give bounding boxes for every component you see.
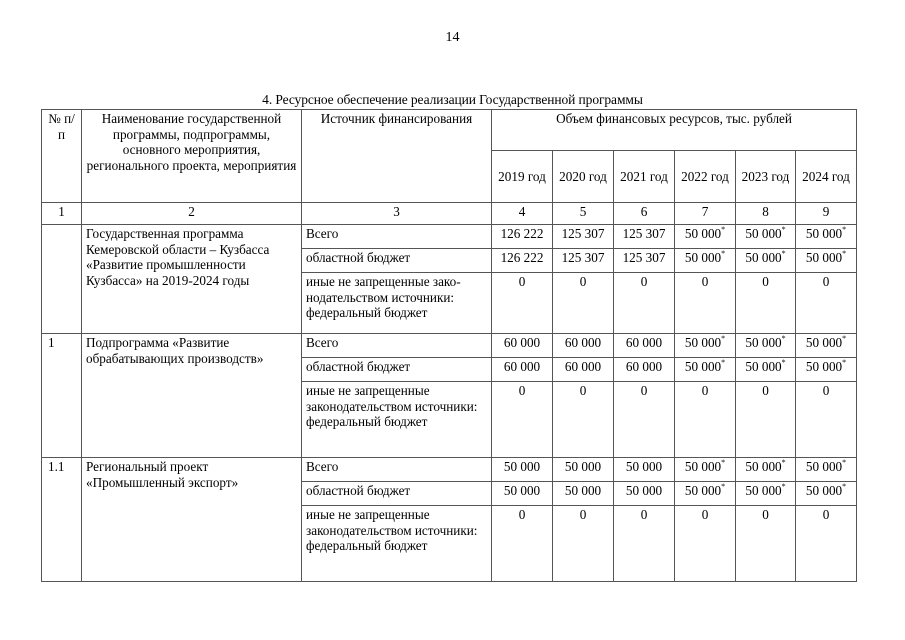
- header-year: 2021 год: [614, 151, 675, 203]
- value-cell: [614, 225, 675, 249]
- value-text: 0: [701, 507, 709, 522]
- funding-source: Всего: [302, 334, 492, 358]
- footnote-mark: *: [781, 358, 786, 367]
- value-cell: [675, 382, 736, 458]
- value-cell: [796, 334, 857, 358]
- value-text: 60 000: [503, 335, 541, 350]
- value-text: 50 000: [503, 483, 541, 498]
- funding-source: Всего: [302, 225, 492, 249]
- footnote-mark: *: [781, 249, 786, 258]
- value-text: 50 000: [745, 250, 782, 265]
- value-text: 50 000: [684, 483, 722, 498]
- footnote-mark: *: [781, 458, 786, 467]
- value-text: 50 000: [625, 459, 663, 474]
- column-number: 2: [82, 203, 302, 225]
- value-text: 0: [701, 383, 709, 398]
- funding-source: иные не запрещенные законодательством источники: федеральный бюджет: [302, 506, 492, 582]
- column-number: 9: [796, 203, 857, 225]
- footnote-mark: *: [781, 225, 786, 234]
- header-source: Источник финансирования: [302, 110, 492, 203]
- footnote-mark: *: [721, 249, 726, 258]
- value-cell: [796, 458, 857, 482]
- value-text: 50 000: [805, 459, 843, 474]
- value-cell: [614, 273, 675, 334]
- value-cell: [796, 273, 857, 334]
- page-number: 14: [445, 30, 460, 45]
- value-cell: [614, 358, 675, 382]
- value-cell: [614, 249, 675, 273]
- column-number: 8: [736, 203, 796, 225]
- value-cell: [492, 358, 553, 382]
- value-text: 125 307: [622, 226, 666, 241]
- value-cell: [492, 273, 553, 334]
- value-text: 0: [640, 507, 648, 522]
- column-number: 1: [42, 203, 82, 225]
- header-year: 2024 год: [796, 151, 857, 203]
- header-num: № п/п: [42, 110, 82, 203]
- value-cell: [492, 506, 553, 582]
- value-cell: [492, 482, 553, 506]
- footnote-mark: *: [721, 225, 726, 234]
- header-name: Наименование государственной программы, подпрограммы, основного мероприятия, регионального проекта, мероприятия: [82, 110, 302, 203]
- value-cell: [553, 249, 614, 273]
- value-text: 125 307: [622, 250, 666, 265]
- value-text: 50 000: [684, 459, 722, 474]
- value-text: 60 000: [564, 359, 602, 374]
- footnote-mark: *: [842, 458, 847, 467]
- value-cell: [553, 482, 614, 506]
- value-cell: [736, 358, 796, 382]
- value-text: 50 000: [745, 226, 782, 241]
- footnote-mark: *: [781, 482, 786, 491]
- value-text: 0: [701, 274, 709, 289]
- value-cell: [553, 225, 614, 249]
- footnote-mark: *: [721, 334, 726, 343]
- value-cell: [675, 506, 736, 582]
- value-text: 0: [579, 274, 587, 289]
- value-cell: [614, 382, 675, 458]
- item-name: Подпрограмма «Развитие обрабатывающих производств»: [82, 334, 302, 458]
- value-cell: [492, 225, 553, 249]
- value-cell: [492, 334, 553, 358]
- value-cell: [614, 458, 675, 482]
- value-cell: [796, 225, 857, 249]
- header-year: 2022 год: [675, 151, 736, 203]
- column-number: 5: [553, 203, 614, 225]
- value-cell: [736, 458, 796, 482]
- funding-source: областной бюджет: [302, 358, 492, 382]
- row-number: [42, 225, 82, 334]
- funding-source: областной бюджет: [302, 249, 492, 273]
- value-text: 50 000: [745, 483, 782, 498]
- value-cell: [492, 458, 553, 482]
- header-year: 2019 год: [492, 151, 553, 203]
- column-number: 6: [614, 203, 675, 225]
- value-text: 0: [822, 383, 830, 398]
- value-cell: [675, 249, 736, 273]
- value-cell: [553, 458, 614, 482]
- value-text: 50 000: [684, 226, 722, 241]
- value-cell: [553, 273, 614, 334]
- value-text: 50 000: [805, 335, 843, 350]
- value-cell: [614, 334, 675, 358]
- value-text: 0: [579, 383, 587, 398]
- value-text: 126 222: [500, 250, 544, 265]
- funding-source: иные не запрещенные законодательством источники: федеральный бюджет: [302, 382, 492, 458]
- value-text: 125 307: [561, 250, 605, 265]
- header-volume: Объем финансовых ресурсов, тыс. рублей: [492, 110, 857, 151]
- table-row: [42, 225, 857, 249]
- row-number: 1: [42, 334, 82, 458]
- value-text: 0: [822, 507, 830, 522]
- value-cell: [614, 506, 675, 582]
- value-cell: [492, 249, 553, 273]
- value-text: 60 000: [503, 359, 541, 374]
- value-text: 0: [762, 274, 769, 289]
- value-cell: [553, 358, 614, 382]
- value-cell: [796, 249, 857, 273]
- table-row: [42, 458, 857, 482]
- value-text: 0: [518, 383, 526, 398]
- value-text: 50 000: [805, 250, 843, 265]
- value-text: 50 000: [684, 359, 722, 374]
- value-text: 50 000: [564, 483, 602, 498]
- value-cell: [736, 382, 796, 458]
- value-text: 50 000: [805, 483, 843, 498]
- value-cell: [736, 273, 796, 334]
- value-cell: [796, 482, 857, 506]
- value-text: 0: [518, 507, 526, 522]
- value-cell: [553, 506, 614, 582]
- value-text: 0: [579, 507, 587, 522]
- value-cell: [796, 358, 857, 382]
- item-name: Региональный проект «Промышленный экспорт»: [82, 458, 302, 582]
- value-cell: [736, 249, 796, 273]
- value-text: 50 000: [745, 359, 782, 374]
- value-text: 50 000: [684, 335, 722, 350]
- value-text: 50 000: [564, 459, 602, 474]
- value-cell: [736, 225, 796, 249]
- value-cell: [492, 382, 553, 458]
- value-cell: [736, 482, 796, 506]
- value-text: 60 000: [625, 359, 663, 374]
- value-text: 50 000: [503, 459, 541, 474]
- value-cell: [675, 273, 736, 334]
- value-cell: [553, 334, 614, 358]
- value-text: 60 000: [564, 335, 602, 350]
- footnote-mark: *: [721, 458, 726, 467]
- column-number: 3: [302, 203, 492, 225]
- value-text: 50 000: [745, 459, 782, 474]
- value-text: 50 000: [805, 359, 843, 374]
- value-cell: [736, 506, 796, 582]
- value-cell: [675, 225, 736, 249]
- value-cell: [736, 334, 796, 358]
- column-number: 4: [492, 203, 553, 225]
- value-text: 125 307: [561, 226, 605, 241]
- value-text: 50 000: [625, 483, 663, 498]
- value-text: 0: [762, 383, 769, 398]
- value-cell: [675, 334, 736, 358]
- resource-table: [41, 109, 857, 582]
- header-year: 2020 год: [553, 151, 614, 203]
- table-row: [42, 334, 857, 358]
- row-number: 1.1: [42, 458, 82, 582]
- footnote-mark: *: [842, 482, 847, 491]
- item-name: Государственная программа Кемеровской области – Кузбасса «Развитие промышленности Кузбасса» на 2019-2024 годы: [82, 225, 302, 334]
- value-cell: [796, 382, 857, 458]
- value-text: 60 000: [625, 335, 663, 350]
- value-text: 0: [640, 383, 648, 398]
- value-text: 0: [640, 274, 648, 289]
- value-text: 126 222: [500, 226, 544, 241]
- table-title: 4. Ресурсное обеспечение реализации Государственной программы: [262, 92, 643, 107]
- value-text: 50 000: [805, 226, 843, 241]
- funding-source: иные не запрещенные зако-нодательством источники: федеральный бюджет: [302, 273, 492, 334]
- value-text: 0: [762, 507, 769, 522]
- value-text: 0: [822, 274, 830, 289]
- footnote-mark: *: [842, 225, 847, 234]
- value-cell: [675, 458, 736, 482]
- value-cell: [553, 382, 614, 458]
- footnote-mark: *: [721, 358, 726, 367]
- value-text: 0: [518, 274, 526, 289]
- funding-source: областной бюджет: [302, 482, 492, 506]
- header-year: 2023 год: [736, 151, 796, 203]
- column-number: 7: [675, 203, 736, 225]
- footnote-mark: *: [842, 249, 847, 258]
- value-cell: [675, 358, 736, 382]
- footnote-mark: *: [781, 334, 786, 343]
- footnote-mark: *: [721, 482, 726, 491]
- value-cell: [614, 482, 675, 506]
- value-cell: [675, 482, 736, 506]
- footnote-mark: *: [842, 334, 847, 343]
- funding-source: Всего: [302, 458, 492, 482]
- footnote-mark: *: [842, 358, 847, 367]
- value-text: 50 000: [745, 335, 782, 350]
- value-text: 50 000: [684, 250, 722, 265]
- value-cell: [796, 506, 857, 582]
